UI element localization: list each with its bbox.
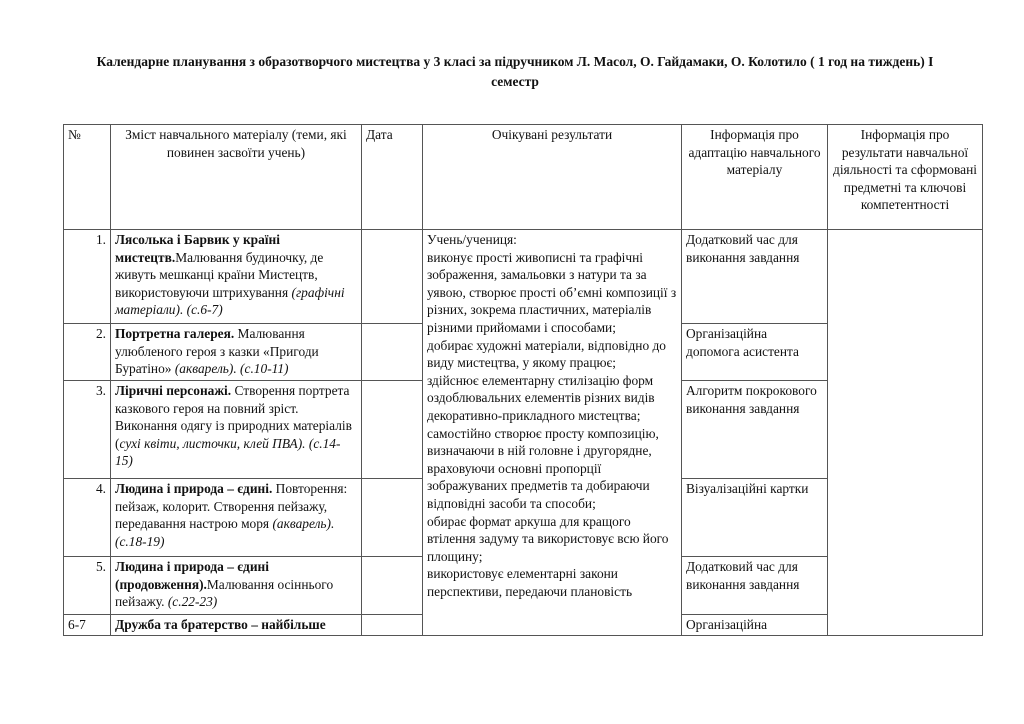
header-date: Дата xyxy=(362,125,423,230)
row-date[interactable] xyxy=(362,230,423,324)
row-number: 6-7 xyxy=(64,615,111,636)
row-topic xyxy=(111,324,362,381)
header-info: Інформація про результати навчальної діяльності та сформовані предметні та ключові компетентності xyxy=(828,125,983,230)
expected-results-line: добирає художні матеріали, відповідно до виду мистецтва, у якому працює; xyxy=(427,337,667,371)
row-topic xyxy=(111,557,362,615)
topic-materials: (акварель). (с.10-11) xyxy=(171,361,289,377)
row-adaptation: Організаційна xyxy=(682,615,828,636)
header-content: Зміст навчального матеріалу (теми, які повинен засвоїти учень) xyxy=(111,125,362,230)
row-date[interactable] xyxy=(362,479,423,557)
topic-description: Створення портрета казкового героя на повний зріст. Виконання одягу із природних матеріалів ( xyxy=(115,383,352,451)
row-topic xyxy=(111,230,362,324)
row-number: 5. xyxy=(64,557,111,615)
topic-title: Людина і природа – єдині (продовження). xyxy=(115,559,269,592)
row-date[interactable] xyxy=(362,324,423,381)
header-row xyxy=(64,125,983,230)
expected-results-line: використовує елементарні закони перспективи, передаючи плановість xyxy=(427,566,633,599)
topic-materials: (графічні матеріали). (с.6-7) xyxy=(115,284,345,318)
row-topic xyxy=(111,381,362,479)
document-title: Календарне планування з образотворчого мистецтва у 3 класі за підручником Л. Масол, О. Гайдамаки, О. Колотило ( 1 год на тиждень) І семестр xyxy=(96,54,934,89)
topic-title: Портретна галерея. xyxy=(115,326,235,341)
topic-description: Малювання улюбленого героя з казки «Пригоди Буратіно» xyxy=(115,326,319,377)
topic-description: Малювання будиночку, де живуть мешканці країни Мистецтв, використовуючи штрихування xyxy=(115,249,324,300)
row-adaptation: Додатковий час для виконання завдання xyxy=(682,557,828,615)
row-number: 3. xyxy=(64,381,111,479)
topic-materials: (с.22-23) xyxy=(164,594,218,610)
expected-results-line: самостійно створює просту композицію, визначаючи в ній головне і другорядне, враховуючи основні пропорції зображуваних предметів та добираючи відповідні засоби та способи; xyxy=(427,425,659,511)
expected-results-line: виконує прості живописні та графічні зображення, замальовки з натури та за уявою, створює прості об’ємні композиції з різних, зокрема пластичних, матеріалів різними прийомами і способами; xyxy=(427,249,677,335)
expected-results-line: Учень/учениця: xyxy=(427,232,517,247)
row-date[interactable] xyxy=(362,557,423,615)
calendar-plan-table xyxy=(63,124,983,636)
row-number: 2. xyxy=(64,324,111,381)
info-cell xyxy=(828,230,983,636)
row-adaptation: Організаційна допомога асистента xyxy=(682,324,828,381)
expected-results-line: обирає формат аркуша для кращого втілення задуму та використовує всю його площину; xyxy=(427,513,669,564)
topic-materials: сухі квіти, листочки, клей ПВА). (с.14-15) xyxy=(115,435,341,469)
header-expected-results: Очікувані результати xyxy=(423,125,682,230)
row-adaptation: Додатковий час для виконання завдання xyxy=(682,230,828,324)
topic-materials: (акварель). (с.18-19) xyxy=(115,516,335,549)
row-date[interactable] xyxy=(362,615,423,636)
row-number: 4. xyxy=(64,479,111,557)
table-row xyxy=(64,230,983,324)
topic-description: Повторення: пейзаж, колорит. Створення пейзажу, передавання настрою моря xyxy=(115,481,348,532)
header-adaptation: Інформація про адаптацію навчального матеріалу xyxy=(682,125,828,230)
row-number: 1. xyxy=(64,230,111,324)
row-date[interactable] xyxy=(362,381,423,479)
topic-title: Дружба та братерство – найбільше xyxy=(115,617,326,632)
topic-title: Людина і природа – єдині. xyxy=(115,481,273,496)
expected-results-line: здійснює елементарну стилізацію форм оздоблювальних елементів різних видів декоративно-прикладного мистецтва; xyxy=(427,372,655,423)
row-adaptation: Алгоритм покрокового виконання завдання xyxy=(682,381,828,479)
topic-title: Лясолька і Барвик у країні мистецтв. xyxy=(115,232,280,265)
header-number: № xyxy=(64,125,111,230)
row-topic xyxy=(111,615,362,636)
expected-results-cell xyxy=(423,230,682,636)
row-topic xyxy=(111,479,362,557)
topic-description: Малювання осіннього пейзажу. xyxy=(115,576,334,610)
topic-title: Ліричні персонажі. xyxy=(115,383,232,398)
row-adaptation: Візуалізаційні картки xyxy=(682,479,828,557)
